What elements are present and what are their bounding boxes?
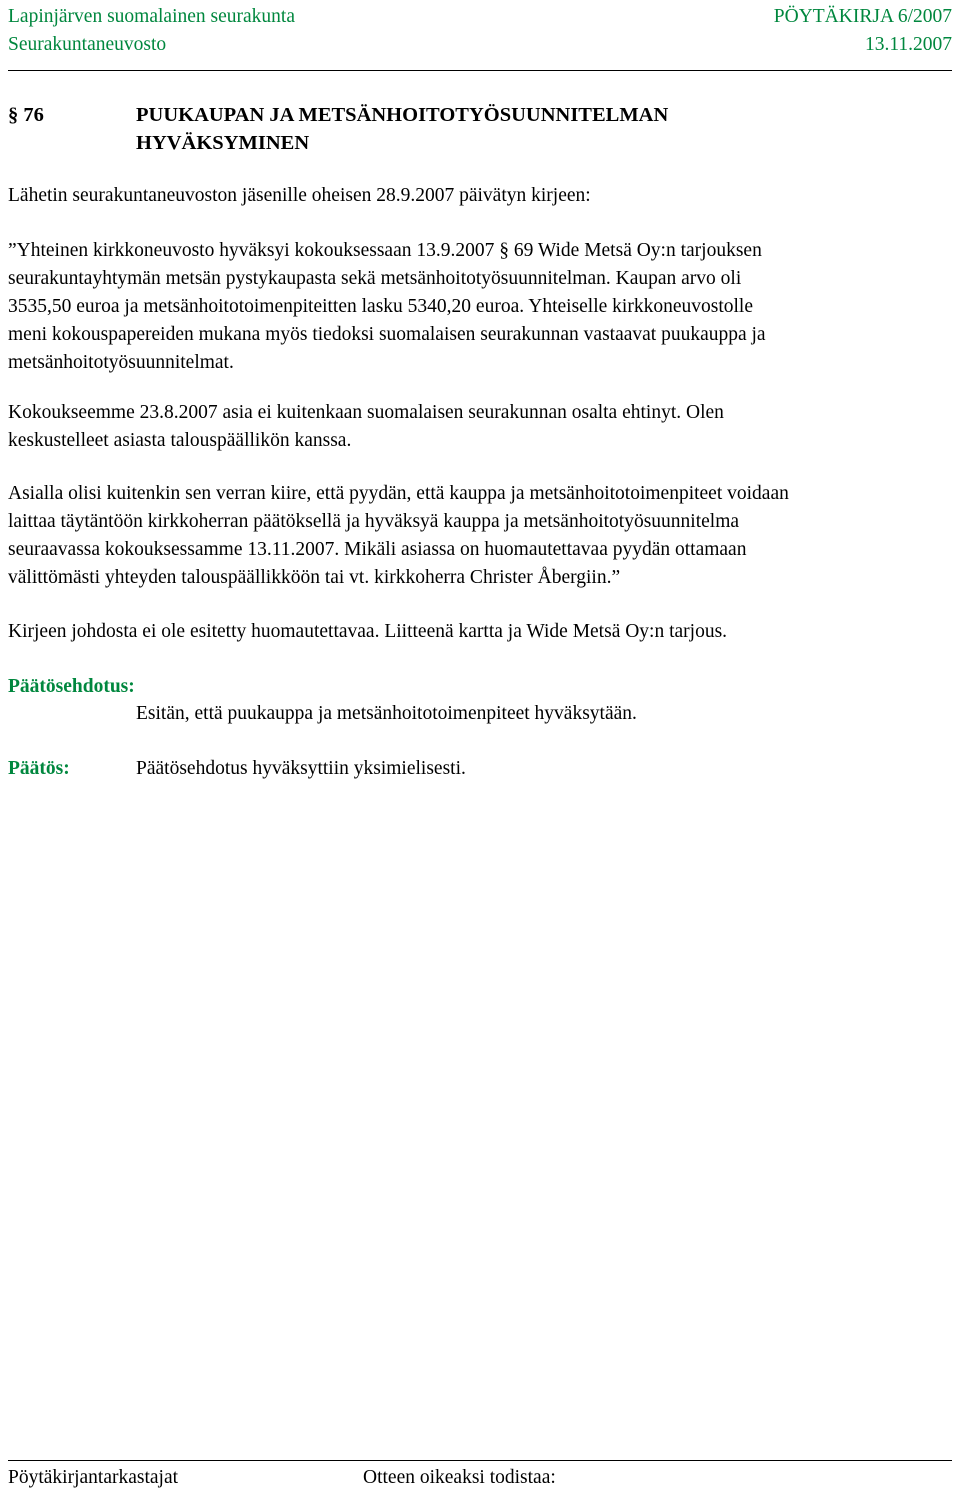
footer-divider bbox=[8, 1460, 952, 1461]
letter-line: laittaa täytäntöön kirkkoherran päätöksellä ja hyväksyä kauppa ja metsänhoitotyösuunnitelma bbox=[8, 511, 740, 532]
section-title-line2: HYVÄKSYMINEN bbox=[136, 132, 310, 154]
letter-line: keskustelleet asiasta talouspäällikön kanssa. bbox=[8, 430, 352, 451]
proposal-label: Päätösehdotus: bbox=[8, 676, 135, 697]
letter-line: ”Yhteinen kirkkoneuvosto hyväksyi kokouksessaan 13.9.2007 § 69 Wide Metsä Oy:n tarjouksen bbox=[8, 240, 762, 261]
footer-left: Pöytäkirjantarkastajat bbox=[8, 1467, 179, 1488]
letter-line: seurakuntayhtymän metsän pystykaupasta sekä metsänhoitotyösuunnitelman. Kaupan arvo oli bbox=[8, 268, 742, 289]
header-body: Seurakuntaneuvosto bbox=[8, 34, 167, 55]
letter-line: Asialla olisi kuitenkin sen verran kiire, että pyydän, että kauppa ja metsänhoitotoimenpiteet voidaan bbox=[8, 483, 789, 504]
intro-text: Lähetin seurakuntaneuvoston jäsenille oheisen 28.9.2007 päivätyn kirjeen: bbox=[8, 185, 591, 206]
header-org: Lapinjärven suomalainen seurakunta bbox=[8, 6, 295, 27]
header-divider bbox=[8, 70, 952, 71]
header-row-1 bbox=[8, 4, 952, 30]
header-doc-id: PÖYTÄKIRJA 6/2007 bbox=[773, 6, 952, 27]
decision-text: Päätösehdotus hyväksyttiin yksimielisesti. bbox=[136, 758, 466, 779]
footer-right: Otteen oikeaksi todistaa: bbox=[363, 1467, 556, 1488]
letter-line: seuraavassa kokouksessamme 13.11.2007. Mikäli asiassa on huomautettavaa pyydän ottamaan bbox=[8, 539, 747, 560]
letter-line: Kokoukseemme 23.8.2007 asia ei kuitenkaan suomalaisen seurakunnan osalta ehtinyt. Olen bbox=[8, 402, 724, 423]
header-row-2 bbox=[8, 32, 952, 58]
letter-line: metsänhoitotyösuunnitelmat. bbox=[8, 352, 234, 373]
note-text: Kirjeen johdosta ei ole esitetty huomautettavaa. Liitteenä kartta ja Wide Metsä Oy:n tarjous. bbox=[8, 621, 728, 642]
letter-line: 3535,50 euroa ja metsänhoitotoimenpiteitten lasku 5340,20 euroa. Yhteiselle kirkkoneuvostolle bbox=[8, 296, 753, 317]
section-title-line1: PUUKAUPAN JA METSÄNHOITOTYÖSUUNNITELMAN bbox=[136, 104, 669, 126]
section-number: § 76 bbox=[8, 104, 44, 126]
decision-label: Päätös: bbox=[8, 758, 70, 779]
proposal-text: Esitän, että puukauppa ja metsänhoitotoimenpiteet hyväksytään. bbox=[136, 703, 637, 724]
header-date: 13.11.2007 bbox=[864, 34, 952, 55]
letter-line: meni kokouspapereiden mukana myös tiedoksi suomalaisen seurakunnan vastaavat puukauppa ja bbox=[8, 324, 766, 345]
letter-line: välittömästi yhteyden talouspäällikköön tai vt. kirkkoherra Christer Åbergiin.” bbox=[8, 567, 621, 588]
